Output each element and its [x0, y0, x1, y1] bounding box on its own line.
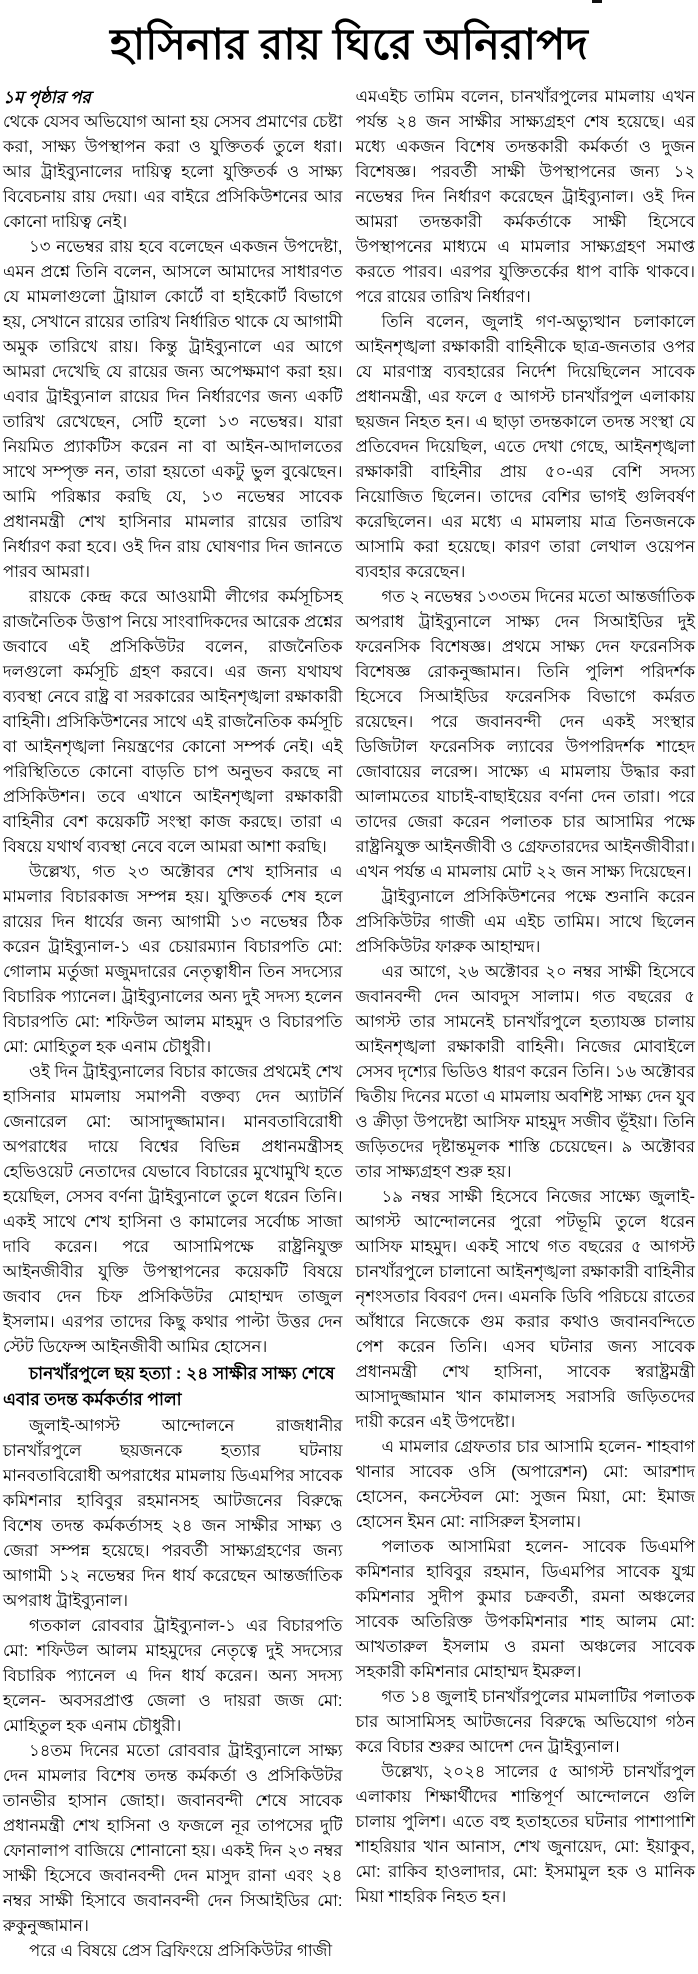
article-paragraph: গতকাল রোববার ট্রাইব্যুনাল-১ এর বিচারপতি মো: শফিউল আলম মাহমুদের নেতৃত্বে দুই সদস্যের বিচারিক প্যানেল এ দিন ধার্য করেন। অন্য সদস্য হলেন- অবসরপ্রাপ্ত জেলা ও দায়রা জজ মো: মোহিতুল হক এনাম চৌধুরী।: [3, 1617, 343, 1736]
article-column-right: [356, 85, 696, 1910]
article-paragraph: জুলাই-আগস্ট আন্দোলনে রাজধানীর চানখাঁরপুলে ছয়জনকে হত্যার ঘটনায় মানবতাবিরোধী অপরাধের মামলায় ডিএমপির সাবেক কমিশনার হাবিবুর রহমানসহ আটজনের বিরুদ্ধে বিশেষ তদন্ত কর্মকর্তাসহ ২৪ জন সাক্ষীর সাক্ষ্য ও জেরা সম্পন্ন হয়েছে। পরবর্তী সাক্ষ্যগ্রহণের জন্য আগামী ১২ নভেম্বর দিন ধার্য করেছেন আন্তর্জাতিক অপরাধ ট্রাইব্যুনাল।: [3, 1417, 343, 1611]
article-paragraph: গত ২ নভেম্বর ১৩৩তম দিনের মতো আন্তর্জাতিক অপরাধ ট্রাইব্যুনালে সাক্ষ্য দেন সিআইডির দুই ফরেনসিক বিশেষজ্ঞ। প্রথমে সাক্ষ্য দেন ফরেনসিক বিশেষজ্ঞ রোকনুজ্জামান। তিনি পুলিশ পরিদর্শক হিসেবে সিআইডির ফরেনসিক বিভাগে কর্মরত রয়েছেন। পরে জবানবন্দী দেন একই সংস্থার ডিজিটাল ফরেনসিক ল্যাবের উপপরিদর্শক শাহেদ জোবায়ের লরেন্স। সাক্ষ্যে এ মামলায় উদ্ধার করা আলামতের যাচাই-বাছাইয়ের বর্ণনা দেন তারা। পরে তাদের জেরা করেন পলাতক চার আসামির পক্ষে রাষ্ট্রনিযুক্ত আইনজীবী ও গ্রেফতারদের আইনজীবীরা। এখন পর্যন্ত এ মামলায় মোট ২২ জন সাক্ষ্য দিয়েছেন।: [355, 588, 695, 882]
article-paragraph: থেকে যেসব অভিযোগ আনা হয় সেসব প্রমাণের চেষ্টা করা, সাক্ষ্য উপস্থাপন করা ও যুক্তিতর্ক তুলে ধরা। আর ট্রাইব্যুনালের দায়িত্ব হলো যুক্তিতর্ক ও সাক্ষ্য বিবেচনায় রায় দেয়া। এর বাইরে প্রসিকিউশনের আর কোনো দায়িত্ব নেই।: [3, 113, 343, 232]
article-headline: হাসিনার রায় ঘিরে অনিরাপদ: [110, 21, 588, 69]
page-edge-mark: [592, 0, 602, 3]
article-paragraph: এমএইচ তামিম বলেন, চানখাঁরপুলের মামলায় এখন পর্যন্ত ২৪ জন সাক্ষীর সাক্ষ্যগ্রহণ শেষ হয়েছে। এর মধ্যে একজন বিশেষ তদন্তকারী কর্মকর্তা ও দুজন বিশেষজ্ঞ। পরবর্তী সাক্ষী উপস্থাপনের জন্য ১২ নভেম্বর দিন নির্ধারণ করেছেন ট্রাইব্যুনাল। ওই দিন আমরা তদন্তকারী কর্মকর্তাকে সাক্ষী হিসেবে উপস্থাপনের মাধ্যমে এ মামলার সাক্ষ্যগ্রহণ সমাপ্ত করতে পারব। এরপর যুক্তিতর্কের ধাপ বাকি থাকবে। পরে রায়ের তারিখ নির্ধারণ।: [355, 88, 695, 307]
article-paragraph: রায়কে কেন্দ্র করে আওয়ামী লীগের কর্মসূচিসহ রাজনৈতিক উত্তাপ নিয়ে সাংবাদিকদের আরেক প্রশ্নের জবাবে এই প্রসিকিউটর বলেন, রাজনৈতিক দলগুলো কর্মসূচি গ্রহণ করবে। এর জন্য যথাযথ ব্যবস্থা নেবে রাষ্ট্র বা সরকারের আইনশৃঙ্খলা রক্ষাকারী বাহিনী। প্রসিকিউশনের সাথে এই রাজনৈতিক কর্মসূচি বা আইনশৃঙ্খলা নিয়ন্ত্রণের কোনো সম্পর্ক নেই। এই পরিস্থিতিতে কোনো বাড়তি চাপ অনুভব করছে না প্রসিকিউশন। তবে এখানে আইনশৃঙ্খলা রক্ষাকারী বাহিনীর বেশ কয়েকটি সংস্থা কাজ করছে। তারা এ বিষয়ে যথার্থ ব্যবস্থা নেবে বলে আমরা আশা করছি।: [3, 588, 343, 857]
article-paragraph: ১৩ নভেম্বর রায় হবে বলেছেন একজন উপদেষ্টা, এমন প্রশ্নে তিনি বলেন, আসলে আমাদের সাধারণত যে মামলাগুলো ট্রায়াল কোর্টে বা হাইকোর্ট বিভাগে হয়, সেখানে রায়ের তারিখ নির্ধারিত থাকে যে আগামী অমুক তারিখে রায়। কিন্তু ট্রাইব্যুনালে এর আগে আমরা দেখেছি যে রায়ের জন্য অপেক্ষমাণ করা হয়। এবার ট্রাইব্যুনাল রায়ের দিন নির্ধারণের জন্য একটি তারিখ রেখেছেন, সেটি হলো ১৩ নভেম্বর। যারা নিয়মিত প্র্যাকটিস করেন না বা আইন-আদালতের সাথে সম্পৃক্ত নন, তারা হয়তো একটু ভুল বুঝেছেন। আমি পরিষ্কার করছি যে, ১৩ নভেম্বর সাবেক প্রধানমন্ত্রী শেখ হাসিনার মামলার রায়ের তারিখ নির্ধারণ করা হবে। ওই দিন রায় ঘোষণার দিন জানতে পারব আমরা।: [3, 238, 343, 582]
article-paragraph: উল্লেখ্য, ২০২৪ সালের ৫ আগস্ট চানখাঁরপুল এলাকায় শিক্ষার্থীদের শান্তিপূর্ণ আন্দোলনে গুলি চালায় পুলিশ। এতে বহু হতাহতের ঘটনার পাশাপাশি শাহরিয়ার খান আনাস, শেখ জুনায়েদ, মো: ইয়াকুব, মো: রাকিব হাওলাদার, মো: ইসমামুল হক ও মানিক মিয়া শাহরিক নিহত হন।: [355, 1763, 695, 1907]
article-column-left: [3, 85, 343, 1964]
article-paragraph: পলাতক আসামিরা হলেন- সাবেক ডিএমপি কমিশনার হাবিবুর রহমান, ডিএমপির সাবেক যুগ্ম কমিশনার সুদীপ কুমার চক্রবর্তী, রমনা অঞ্চলের সাবেক অতিরিক্ত উপকমিশনার শাহ আলম মো: আখতারুল ইসলাম ও রমনা অঞ্চলের সাবেক সহকারী কমিশনার মোহাম্মদ ইমরুল।: [355, 1538, 695, 1682]
article-paragraph: তিনি বলেন, জুলাই গণ-অভ্যুত্থান চলাকালে আইনশৃঙ্খলা রক্ষাকারী বাহিনীকে ছাত্র-জনতার ওপর যে মারণাস্ত্র ব্যবহারের নির্দেশ দিয়েছিলেন সাবেক প্রধানমন্ত্রী, এর ফলে ৫ আগস্ট চানখাঁরপুল এলাকায় ছয়জন নিহত হন। এ ছাড়া তদন্তকালে তদন্ত সংস্থা যে প্রতিবেদন দিয়েছিল, এতে দেখা গেছে, আইনশৃঙ্খলা রক্ষাকারী বাহিনীর প্রায় ৫০-এর বেশি সদস্য নিয়োজিত ছিলেন। তাদের বেশির ভাগই গুলিবর্ষণ করেছিলেন। এর মধ্যে এ মামলায় মাত্র তিনজনকে আসামি করা হয়েছে। কারণ তারা লেথাল ওয়েপন ব্যবহার করেছেন।: [355, 313, 695, 582]
article-paragraph: উল্লেখ্য, গত ২৩ অক্টোবর শেখ হাসিনার এ মামলার বিচারকাজ সম্পন্ন হয়। যুক্তিতর্ক শেষ হলে রায়ের দিন ধার্যের জন্য আগামী ১৩ নভেম্বর ঠিক করেন ট্রাইব্যুনাল-১ এর চেয়ারম্যান বিচারপতি মো: গোলাম মর্তুজা মজুমদারের নেতৃত্বাধীন তিন সদস্যের বিচারিক প্যানেল। ট্রাইব্যুনালের অন্য দুই সদস্য হলেন বিচারপতি মো: শফিউল আলম মাহমুদ ও বিচারপতি মো: মোহিতুল হক এনাম চৌধুরী।: [3, 863, 343, 1057]
article-paragraph: এ মামলার গ্রেফতার চার আসামি হলেন- শাহবাগ থানার সাবেক ওসি (অপারেশন) মো: আরশাদ হোসেন, কনস্টেবল মো: সুজন মিয়া, মো: ইমাজ হোসেন ইমন মো: নাসিরুল ইসলাম।: [355, 1438, 695, 1532]
article-paragraph: পরে এ বিষয়ে প্রেস ব্রিফিংয়ে প্রসিকিউটর গাজী: [29, 1942, 333, 1961]
article-paragraph: গত ১৪ জুলাই চানখাঁরপুলের মামলাটির পলাতক চার আসামিসহ আটজনের বিরুদ্ধে অভিযোগ গঠন করে বিচার শুরুর আদেশ দেন ট্রাইব্যুনাল।: [355, 1688, 695, 1757]
article-paragraph: ট্রাইব্যুনালে প্রসিকিউশনের পক্ষে শুনানি করেন প্রসিকিউটর গাজী এম এইচ তামিম। সাথে ছিলেন প্রসিকিউটর ফারুক আহাম্মদ।: [355, 888, 695, 957]
continuation-label: ১ম পৃষ্ঠার পর: [3, 88, 91, 108]
article-body: [3, 85, 695, 1964]
article-paragraph: ১৪তম দিনের মতো রোববার ট্রাইব্যুনালে সাক্ষ্য দেন মামলার বিশেষ তদন্ত কর্মকর্তা ও প্রসিকিউটর তানভীর হাসান জোহা। জবানবন্দী শেষে সাবেক প্রধানমন্ত্রী শেখ হাসিনা ও ফজলে নূর তাপসের দুটি ফোনালাপ বাজিয়ে শোনানো হয়। একই দিন ২৩ নম্বর সাক্ষী হিসেবে জবানবন্দী দেন মাসুদ রানা এবং ২৪ নম্বর সাক্ষী হিসাবে জবানবন্দী দেন সিআইডির মো: রুকুনুজ্জামান।: [3, 1742, 343, 1936]
article-paragraph: ওই দিন ট্রাইব্যুনালের বিচার কাজের প্রথমেই শেখ হাসিনার মামলায় সমাপনী বক্তব্য দেন অ্যাটর্নি জেনারেল মো: আসাদুজ্জামান। মানবতাবিরোধী অপরাধের দায়ে বিশ্বের বিভিন্ন প্রধানমন্ত্রীসহ হেভিওয়েট নেতাদের যেভাবে বিচারের মুখোমুখি হতে হয়েছিল, সেসব বর্ণনা ট্রাইব্যুনালে তুলে ধরেন তিনি। একই সাথে শেখ হাসিনা ও কামালের সর্বোচ্চ সাজা দাবি করেন। পরে আসামিপক্ষে রাষ্ট্রনিযুক্ত আইনজীবীর যুক্তি উপস্থাপনের কয়েকটি বিষয়ে জবাব দেন চিফ প্রসিকিউটর মোহাম্মদ তাজুল ইসলাম। এরপর তাদের কিছু কথার পাল্টা উত্তর দেন স্টেট ডিফেন্স আইনজীবী আমির হোসেন।: [3, 1063, 343, 1357]
section-subhead: চানখাঁরপুলে ছয় হত্যা : ২৪ সাক্ষীর সাক্ষ্য শেষে এবার তদন্ত কর্মকর্তার পালা: [3, 1364, 335, 1410]
article-paragraph: এর আগে, ২৬ অক্টোবর ২০ নম্বর সাক্ষী হিসেবে জবানবন্দী দেন আবদুস সালাম। গত বছরের ৫ আগস্ট তার সামনেই চানখাঁরপুলে হত্যাযজ্ঞ চালায় আইনশৃঙ্খলা রক্ষাকারী বাহিনী। নিজের মোবাইলে সেসব দৃশ্যের ভিডিও ধারণ করেন তিনি। ১৬ অক্টোবর দ্বিতীয় দিনের মতো এ মামলায় অবশিষ্ট সাক্ষ্য দেন যুব ও ক্রীড়া উপদেষ্টা আসিফ মাহমুদ সজীব ভূঁইয়া। তিনি জড়িতদের দৃষ্টান্তমূলক শাস্তি চেয়েছেন। ৯ অক্টোবর তার সাক্ষ্যগ্রহণ শুরু হয়।: [355, 963, 695, 1182]
article-paragraph: ১৯ নম্বর সাক্ষী হিসেবে নিজের সাক্ষ্যে জুলাই-আগস্ট আন্দোলনের পুরো পটভূমি তুলে ধরেন আসিফ মাহমুদ। একই সাথে গত বছরের ৫ আগস্ট চানখাঁরপুলে চালানো আইনশৃঙ্খলা রক্ষাকারী বাহিনীর নৃশংসতার বিবরণ দেন। এমনকি ডিবি পরিচয়ে রাতের আঁধারে নিজেকে গুম করার কথাও জবানবন্দিতে পেশ করেন তিনি। এসব ঘটনার জন্য সাবেক প্রধানমন্ত্রী শেখ হাসিনা, সাবেক স্বরাষ্ট্রমন্ত্রী আসাদুজ্জামান খান কামালসহ সরাসরি জড়িতদের দায়ী করেন এই উপদেষ্টা।: [355, 1188, 695, 1432]
